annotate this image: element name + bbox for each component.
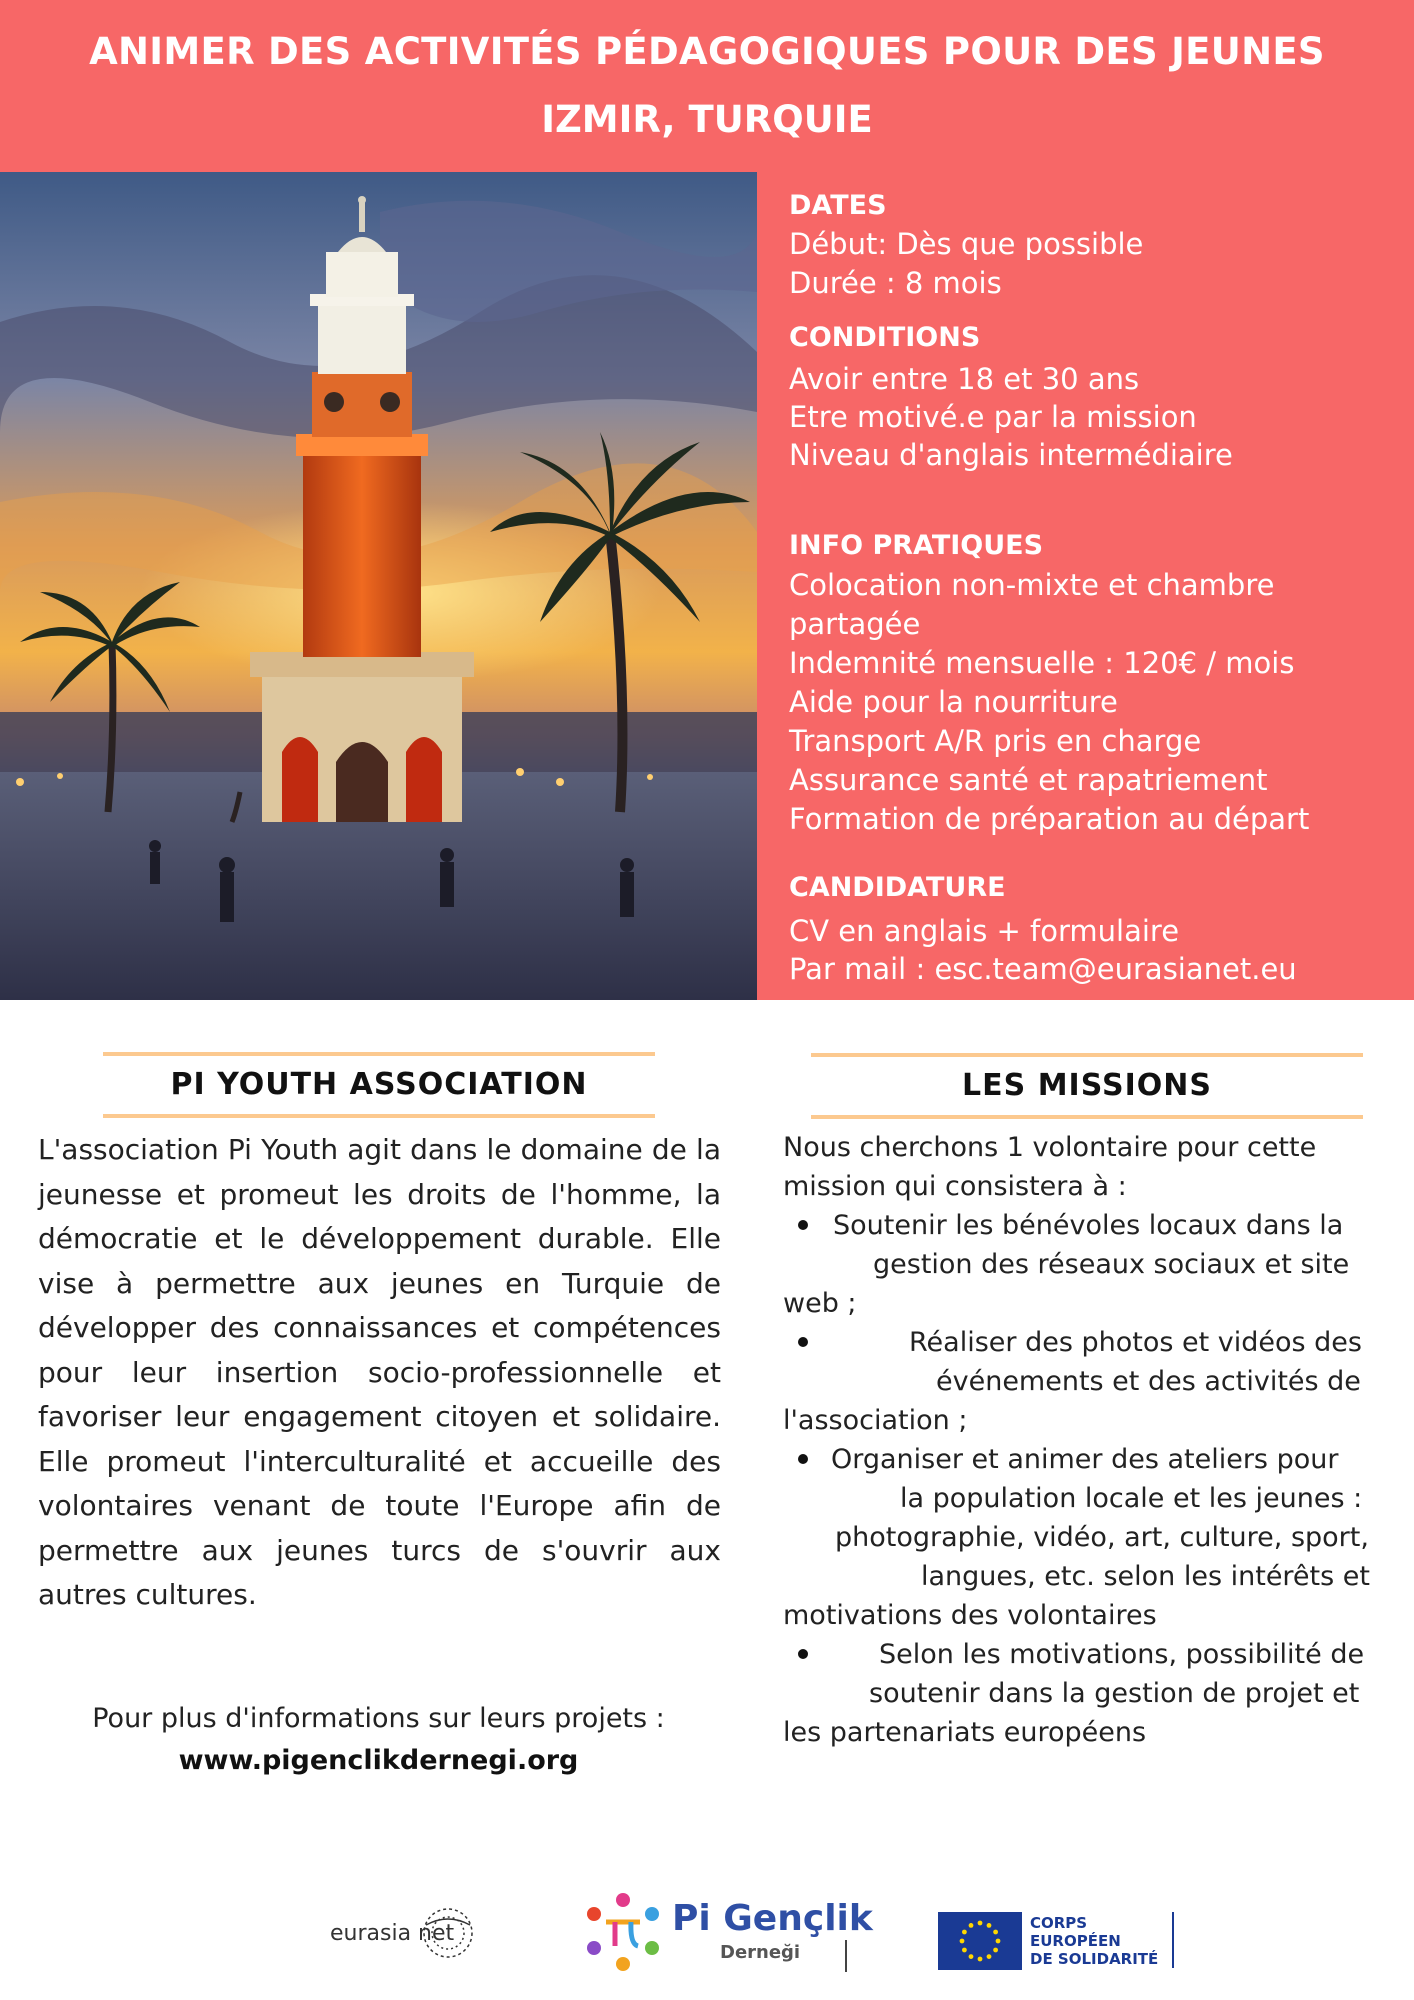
- page-title: ANIMER DES ACTIVITÉS PÉDAGOGIQUES POUR DES JEUNES: [89, 30, 1325, 73]
- conditions-heading: CONDITIONS: [789, 322, 981, 353]
- mission-text: Soutenir les bénévoles locaux dans la: [833, 1210, 1344, 1241]
- mission-text: Organiser et animer des ateliers pour: [831, 1444, 1339, 1475]
- esc-line: EUROPÉEN: [1030, 1932, 1121, 1950]
- mission-text: Réaliser des photos et vidéos des: [909, 1327, 1362, 1358]
- mission-text: Nous cherchons 1 volontaire pour cette: [783, 1132, 1317, 1163]
- mission-text: gestion des réseaux sociaux et site: [873, 1249, 1350, 1280]
- mission-text: événements et des activités de: [936, 1366, 1361, 1397]
- association-title: PI YOUTH ASSOCIATION: [103, 1052, 655, 1118]
- mission-text: les partenariats européens: [783, 1717, 1147, 1748]
- missions-title: LES MISSIONS: [811, 1053, 1363, 1119]
- website-link[interactable]: www.pigenclikdernegi.org: [178, 1745, 579, 1776]
- pi-genclik-logo: [580, 1888, 873, 1974]
- clock-tower-photo: [0, 172, 757, 1000]
- mission-text: web ;: [783, 1288, 857, 1319]
- corps-europeen-logo: [938, 1912, 1178, 1970]
- mission-text: motivations des volontaires: [783, 1600, 1157, 1631]
- candidature-item: CV en anglais + formulaire: [789, 914, 1180, 948]
- esc-line: CORPS: [1030, 1914, 1088, 1932]
- pi-genclik-name: Pi Gençlik: [672, 1898, 873, 1939]
- page-header: [0, 0, 1414, 172]
- mission-text: photographie, vidéo, art, culture, sport,: [835, 1522, 1369, 1553]
- bullet-icon: [798, 1454, 808, 1464]
- esc-line: DE SOLIDARITÉ: [1030, 1950, 1159, 1968]
- pratique-item: Transport A/R pris en charge: [789, 724, 1202, 758]
- pratique-item: Colocation non-mixte et chambre: [789, 568, 1275, 602]
- pratiques-heading: INFO PRATIQUES: [789, 530, 1044, 561]
- pratique-item: Aide pour la nourriture: [789, 685, 1118, 719]
- page-subtitle: IZMIR, TURQUIE: [541, 98, 873, 141]
- eu-flag-icon: [938, 1912, 1022, 1970]
- candidature-email: Par mail : esc.team@eurasianet.eu: [789, 952, 1297, 986]
- dates-start: Début: Dès que possible: [789, 227, 1144, 261]
- association-description: L'association Pi Youth agit dans le domaine de la jeunesse et promeut les droits de l'homme, la démocratie et le développement durable. Elle vise à permettre aux jeunes en Turquie de développer des connaissances et compétences pour leur insertion socio-professionnelle et favoriser leur engagement citoyen et solidaire. Elle promeut l'interculturalité et accueille des volontaires venant de toute l'Europe afin de permettre aux jeunes turcs de s'ouvrir aux autres cultures.: [38, 1133, 721, 1611]
- pratique-item: partagée: [789, 607, 921, 641]
- pi-people-icon: [580, 1888, 666, 1974]
- pratique-item: Formation de préparation au départ: [789, 802, 1310, 836]
- mission-text: mission qui consistera à :: [783, 1171, 1127, 1202]
- corps-europeen-text: [1030, 1914, 1158, 1968]
- mission-text: l'association ;: [783, 1405, 968, 1436]
- missions-list: [783, 1128, 1381, 1758]
- condition-item: Etre motivé.e par la mission: [789, 400, 1197, 434]
- info-panel: [757, 172, 1414, 1000]
- bullet-icon: [798, 1337, 808, 1347]
- condition-item: Avoir entre 18 et 30 ans: [789, 362, 1140, 396]
- dates-heading: DATES: [789, 190, 887, 221]
- dates-duration: Durée : 8 mois: [789, 266, 1002, 300]
- bullet-icon: [798, 1649, 808, 1659]
- candidature-heading: CANDIDATURE: [789, 872, 1006, 903]
- eurasia-net-text: eurasia net: [330, 1921, 455, 1946]
- more-info-text: Pour plus d'informations sur leurs projets :: [92, 1703, 665, 1734]
- eurasia-net-logo: [330, 1905, 480, 1961]
- pratique-item: Assurance santé et rapatriement: [789, 763, 1268, 797]
- mission-text: langues, etc. selon les intérêts et: [921, 1561, 1370, 1592]
- pi-genclik-sub: Derneği: [720, 1942, 801, 1963]
- mission-text: la population locale et les jeunes :: [900, 1483, 1363, 1514]
- condition-item: Niveau d'anglais intermédiaire: [789, 438, 1233, 472]
- bullet-icon: [798, 1220, 808, 1230]
- mission-text: Selon les motivations, possibilité de: [879, 1639, 1365, 1670]
- mission-text: soutenir dans la gestion de projet et: [869, 1678, 1360, 1709]
- pratique-item: Indemnité mensuelle : 120€ / mois: [789, 646, 1295, 680]
